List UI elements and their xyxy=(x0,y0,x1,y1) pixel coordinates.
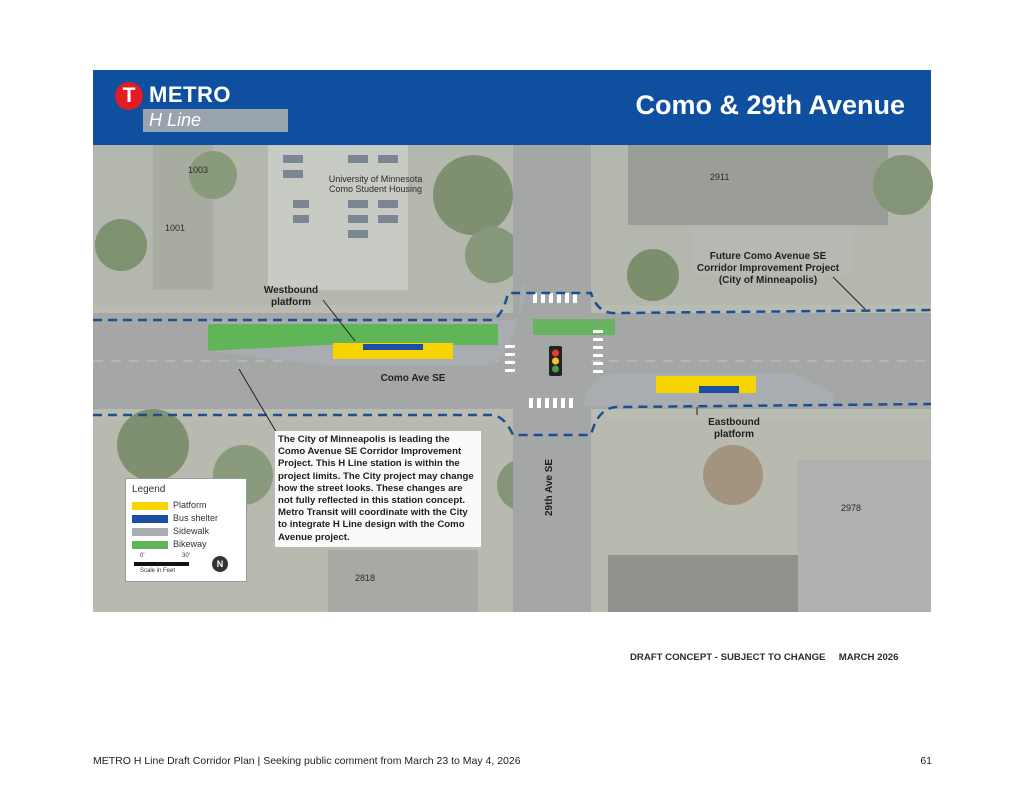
westbound-platform-label: Westbound platform xyxy=(263,285,319,308)
legend-item-platform: Platform xyxy=(132,501,242,511)
street-label-como: Como Ave SE xyxy=(380,373,446,384)
building-2818 xyxy=(328,550,478,612)
scale-bar xyxy=(134,562,189,566)
housing-label: University of Minnesota Como Student Housing xyxy=(328,174,423,194)
north-arrow-icon: N xyxy=(212,556,228,572)
29th-ave-road xyxy=(513,145,591,612)
page-number: 61 xyxy=(920,755,932,767)
aerial-map xyxy=(93,145,931,663)
page-footer: METRO H Line Draft Corridor Plan | Seeking public comment from March 23 to May 4, 2026 xyxy=(93,755,521,767)
building-2911 xyxy=(628,145,888,225)
building-number: 1003 xyxy=(188,165,209,175)
building-number: 1001 xyxy=(165,223,186,233)
legend-title: Legend xyxy=(132,484,166,495)
street-label-29th: 29th Ave SE xyxy=(544,458,555,516)
project-note: The City of Minneapolis is leading the Como Avenue SE Corridor Improvement Project. This H Line station is within the project limits. The City project may change how the street looks. These changes are not fully reflected in this station concept. Metro Transit will coordinate with the City to integrate H Line design with the Como Avenue project. xyxy=(275,431,481,547)
metro-logo-icon: T xyxy=(115,82,143,110)
eastbound-platform-label: Eastbound platform xyxy=(708,417,760,440)
scale-caption: Scale in Feet xyxy=(140,568,176,574)
legend-item-shelter: Bus shelter xyxy=(132,514,242,524)
eastbound-shelter xyxy=(699,386,739,393)
line-name-box xyxy=(143,109,288,132)
scale-end: 30' xyxy=(182,553,190,559)
building-number: 2911 xyxy=(710,172,730,182)
line-name: H Line xyxy=(149,110,202,130)
westbound-shelter xyxy=(363,344,423,350)
draft-notice: DRAFT CONCEPT - SUBJECT TO CHANGE MARCH 2026 xyxy=(630,652,899,663)
legend-item-sidewalk: Sidewalk xyxy=(132,527,242,537)
figure-header xyxy=(93,70,931,145)
building-number: 2978 xyxy=(841,503,862,513)
station-concept-figure xyxy=(93,70,931,663)
brand-name: METRO xyxy=(149,82,231,107)
scale-start: 0' xyxy=(140,553,145,559)
future-project-label: Future Como Avenue SE Corridor Improvement Project (City of Minneapolis) xyxy=(696,251,840,286)
station-title: Como & 29th Avenue xyxy=(635,90,905,120)
building-number: 2818 xyxy=(355,573,376,583)
legend-item-bikeway: Bikeway xyxy=(132,540,242,550)
building-south xyxy=(608,555,798,612)
building-2978 xyxy=(798,460,931,612)
map-legend xyxy=(125,478,247,582)
traffic-signal-icon xyxy=(549,346,562,376)
